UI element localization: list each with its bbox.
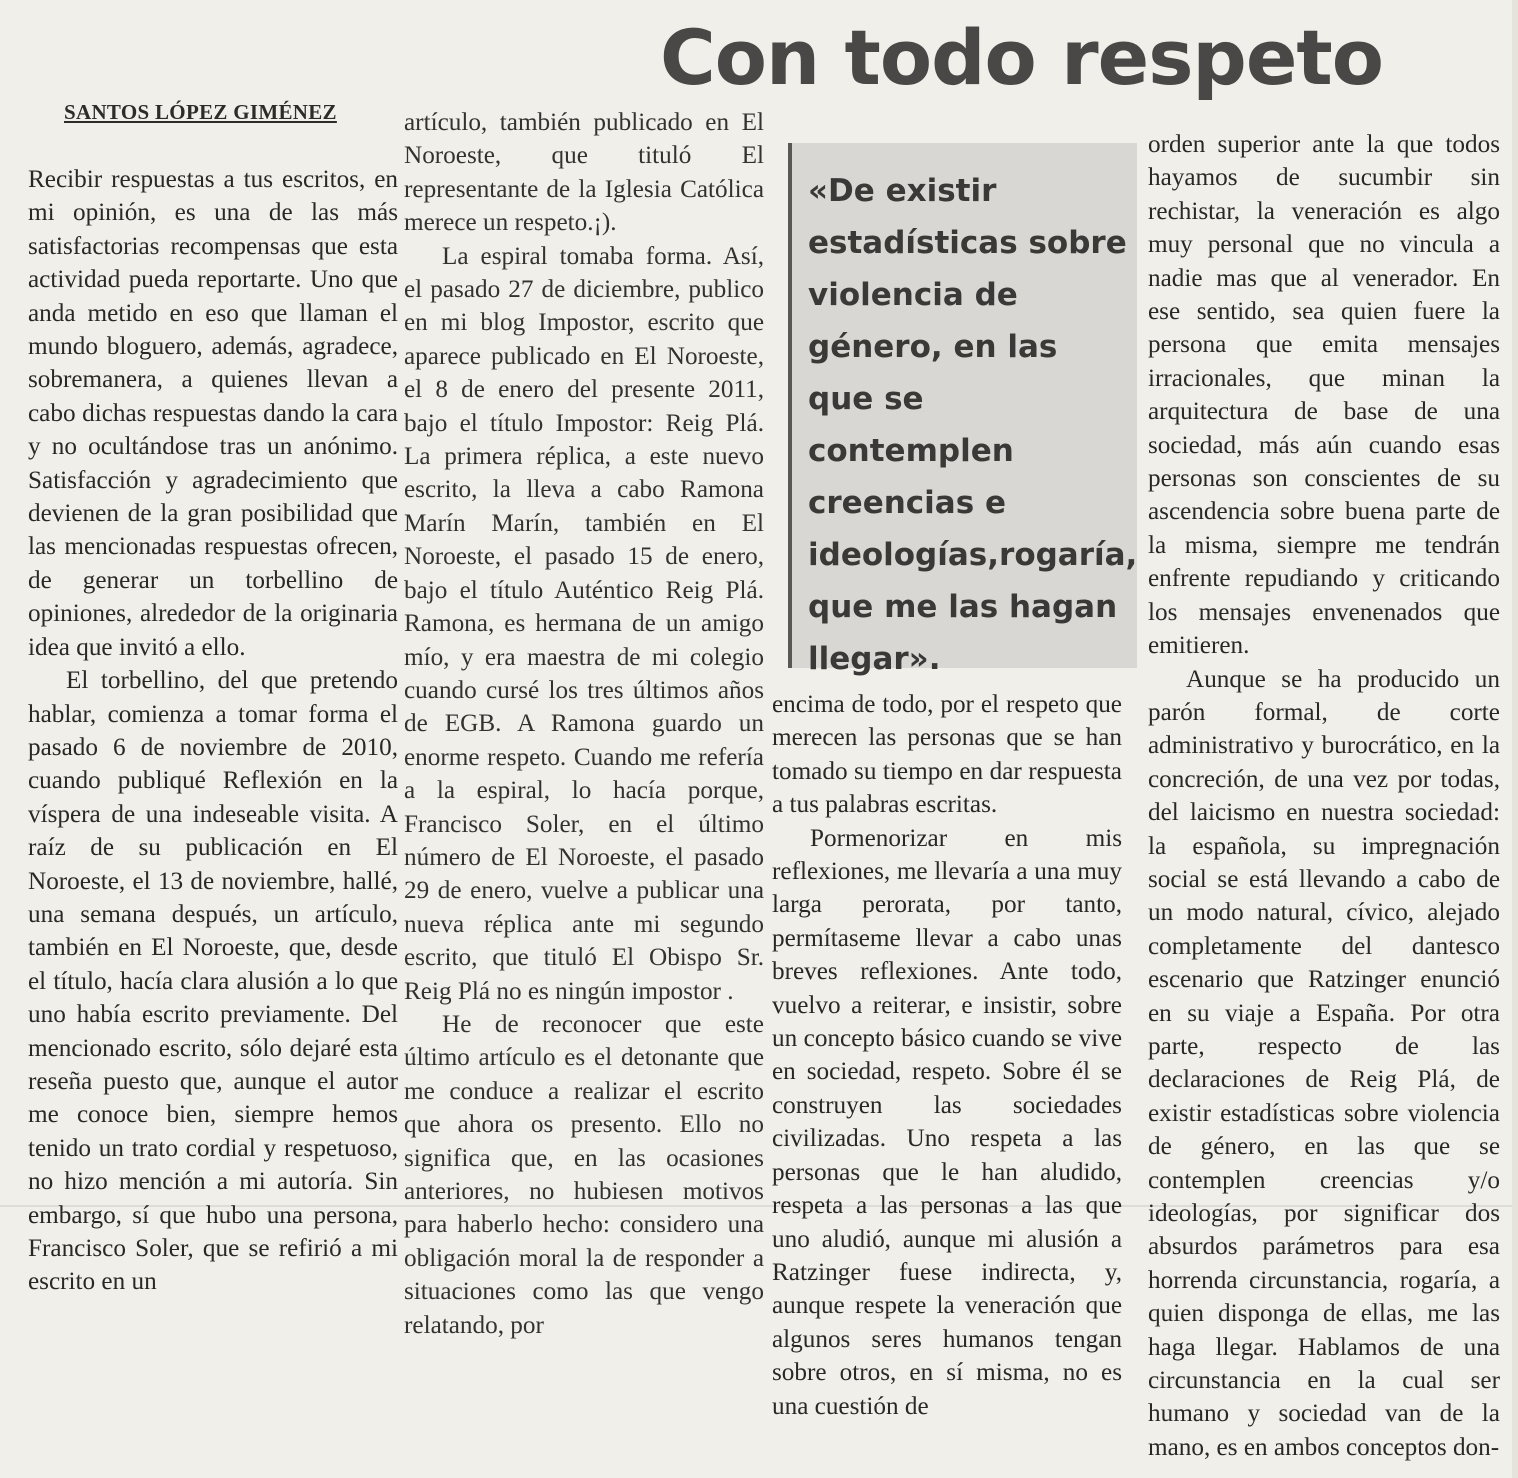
text-column-4: [1148, 128, 1500, 1461]
paragraph: Recibir respuestas a tus escritos, en mi opinión, es una de las más satisfactorias recompensas que esta actividad pueda reportarte. Uno que anda metido en eso que llaman el mundo bloguero, además, agradece, sobremanera, a quienes llevan a cabo dichas respuestas dando la cara y no ocultándose tras un anónimo. Satisfacción y agradecimiento que devienen de la gran posibilidad que las mencionadas respuestas ofrecen, de generar un torbellino de opiniones, alrededor de la originaria idea que invitó a ello.: [28, 166, 398, 661]
text-column-2: [404, 106, 764, 1436]
pull-quote: «De existir estadísticas sobre violencia de género, en las que se contemplen creencias e ideologías,rogaría, que me las hagan llegar».: [808, 173, 1138, 677]
author-byline: SANTOS LÓPEZ GIMÉNEZ: [64, 100, 337, 124]
paper-fold-line: [0, 1205, 1518, 1207]
paragraph: He de reconocer que este último artículo es el detonante que me conduce a realizar el escrito que ahora os presento. Ello no significa que, en las ocasiones anteriores, no hubiesen motivos para haberlo hecho: considero una obligación moral la de responder a situaciones como las que vengo relatando, por: [404, 1010, 764, 1339]
paragraph: orden superior ante la que todos hayamos de sucumbir sin rechistar, la veneración es algo muy personal que no vincula a nadie mas que al venerador. En ese sentido, sea quien fuere la persona que emita mensajes irracionales, que minan la arquitectura de base de una sociedad, más aún cuando esas personas son conscientes de su ascendencia sobre buena parte de la misma, siempre me tendrán enfrente repudiando y criticando los mensajes envenenados que emitieren.: [1148, 131, 1500, 660]
paragraph: El torbellino, del que pretendo hablar, comienza a tomar forma el pasado 6 de noviembre de 2010, cuando publiqué Reflexión en la víspera de una indeseable visita. A raíz de su publicación en El Noroeste, el 13 de noviembre, hallé, una semana después, un artículo, también en El Noroeste, que, desde el título, hacía clara alusión a lo que uno había escrito previamente. Del mencionado escrito, sólo dejaré esta reseña puesto que, aunque el autor me conoce bien, siempre hemos tenido un trato cordial y respetuoso, no hizo mención a mi autoría. Sin embargo, sí que hubo una persona, Francisco Soler, que se refirió a mi escrito en un: [28, 667, 398, 1296]
paragraph: encima de todo, por el respeto que merecen las personas que se han tomado su tiempo en dar respuesta a tus palabras escritas.: [772, 691, 1122, 819]
pull-quote-box: [788, 143, 1138, 677]
paragraph: artículo, también publicado en El Noroeste, que tituló El representante de la Iglesia Católica merece un respeto.¡).: [404, 109, 764, 237]
paragraph: Aunque se ha producido un parón formal, de corte administrativo y burocrático, en la concreción, de una vez por todas, del laicismo en nuestra sociedad: la española, su impregnación social se está llevando a cabo de un modo natural, cívico, alejado completamente del dantesco escenario que Ratzinger enunció en su viaje a España. Por otra parte, respecto de las declaraciones de Reig Plá, de existir estadísticas sobre violencia de género, en las que se contemplen creencias y/o ideologías, por significar dos absurdos parámetros para esa horrenda circunstancia, rogaría, a quien disponga de ellas, me las haga llegar. Hablamos de una circunstancia en la cual ser humano y sociedad van de la mano, es en ambos conceptos don-: [1148, 665, 1500, 1461]
text-column-3: [772, 688, 1122, 1458]
paragraph: Pormenorizar en mis reflexiones, me llevaría a una muy larga perorata, por tanto, permítaseme llevar a cabo unas breves reflexiones. Ante todo, vuelvo a reiterar, e insistir, sobre un concepto básico cuando se vive en sociedad, respeto. Sobre él se construyen las sociedades civilizadas. Uno respeta a las personas que le han aludido, respeta a las personas a las que uno aludió, aunque mi alusión a Ratzinger fuese indirecta, y, aunque respete la veneración que algunos seres humanos tengan sobre otros, en sí misma, no es una cuestión de: [772, 824, 1122, 1420]
paper-edge: [1512, 0, 1518, 1478]
text-column-1: [28, 163, 398, 1438]
paragraph: La espiral tomaba forma. Así, el pasado 27 de diciembre, publico en mi blog Impostor, escrito que aparece publicado en El Noroeste, el 8 de enero del presente 2011, bajo el título Impostor: Reig Plá. La primera réplica, a este nuevo escrito, la lleva a cabo Ramona Marín Marín, también en El Noroeste, el pasado 15 de enero, bajo el título Auténtico Reig Plá. Ramona, es hermana de un amigo mío, y era maestra de mi colegio cuando cursé los tres últimos años de EGB. A Ramona guardo un enorme respeto. Cuando me refería a la espiral, lo hacía porque, Francisco Soler, en el último número de El Noroeste, el pasado 29 de enero, vuelve a publicar una nueva réplica ante mi segundo escrito, que tituló El Obispo Sr. Reig Plá no es ningún impostor .: [404, 242, 764, 1005]
article-title: Con todo respeto: [660, 13, 1383, 102]
